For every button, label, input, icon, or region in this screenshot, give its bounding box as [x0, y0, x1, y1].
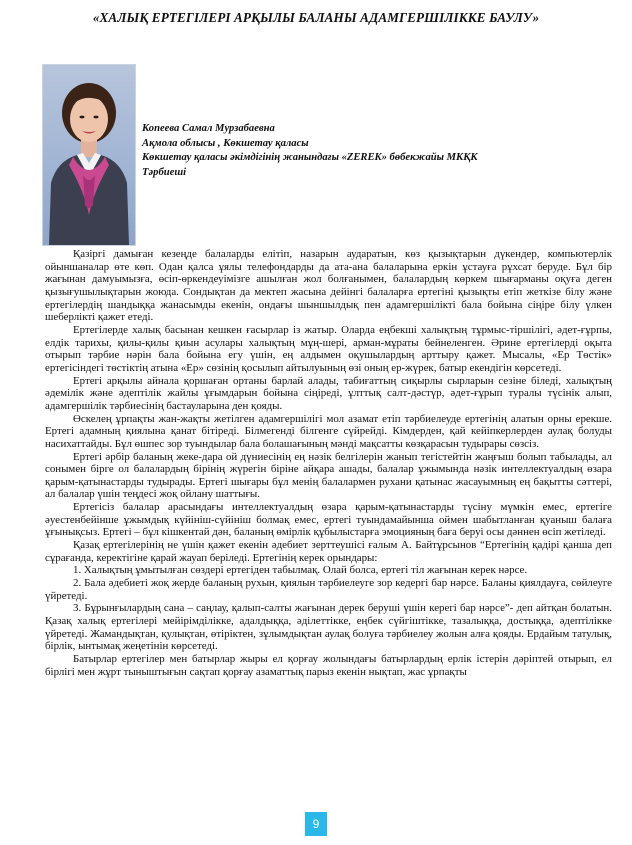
paragraph: Ертегі әрбір баланың жеке-дара ой дүниесінің ең нәзік белгілерін жанып тегістейтін жаңғыш болып табылады, ал сонымен бірге ол балалардың бірінің жүрегін біріне айқара ашады, балалар ұжымында нәзік интеллектуалдың өзара қарым-қатынастарды тудырады. Ертегі шығары бұл менің балалармен рухани қатынас жасауымның ең бақытты сәттері, ал балалар үшін теңдесі жоқ ойлану шаттығы. — [45, 450, 612, 501]
paragraph: Өскелең ұрпақты жан-жақты жетілген адамгершілігі мол азамат етіп тәрбиелеуде ертегінің алатын орны ерекше. Ертегі адамның қиялына қанат бітіреді. Білмегенді білгенге сүйрейді. Кімдерден, қай кейіпкерлерден аулақ болуды насихаттайды. Бұл өшпес зор туындылар бала болашағының мәнді мақсатты көзқарасын тудырары сөзсіз. — [45, 412, 612, 450]
page-number: 9 — [305, 812, 327, 836]
paragraph: Ертегі арқылы айнала қоршаған ортаны барлай алады, табиғаттың сиқырлы сырларын сезіне біледі, халықтың әдемілік және әдептілік жайлы ұғымдарын бойына сіңіреді, ұлттық салт-дәстүр, әдет-ғұрып туралы түсінік алып, адамгершілік тәрбиесінің бастауларына ден қояды. — [45, 374, 612, 412]
list-item: 2. Бала әдебиеті жоқ жерде баланың рухын, қиялын тәрбиелеуге зор кедергі бар нәрсе. Баланы қиялдауға, сөйлеуге үйретеді. — [45, 577, 612, 602]
list-item: 1. Халықтың ұмытылған сөздері ертегіден табылмақ. Олай болса, ертегі тіл жағынан керек нәрсе. — [73, 564, 528, 577]
article-body — [45, 248, 612, 678]
author-name: Копеева Самал Мурзабаевна — [142, 123, 275, 134]
author-position: Тәрбиеші — [142, 166, 187, 178]
author-region: Ақмола облысы , Көкшетау қаласы — [142, 137, 309, 149]
paragraph: Ертегілерде халық басынан кешкен ғасырлар із жатыр. Оларда еңбекші халықтың тұрмыс-тіршілігі, әдет-ғұрпы, елдік тарихы, қилы-қилы қиын асулары халықтың мұң-шері, арман-мұраты бейнеленген. Әрине ертегілерді оқыта отырып тәрбие нәрін бала бойына егу үшін, ең алдымен оқушылардың арттыру қажет. Мысалы, «Ер Төстік» ертегісіндегі төстіктің атына «Ер» сөзінің қосылып айтылуының өзі оның ер-жүрек, батыр екендігін көрсетеді. — [45, 323, 612, 374]
list-item: 3. Бұрынғылардың сана – саңлау, қалып-салты жағынан дерек беруші үшін керегі бар нәрсе”- деп айтқан болатын. Қазақ халық ертегілері мейірімділікке, адалдыққа, әділеттікке, еңбек сүйгіштікке, тазалыққа, достыққа, әдептілікке үйретеді. Жамандықтан, қулықтан, өтіріктен, зұлымдықтан аулақ болуға тәрбиелеу жолын алға қояды. Ердайым татулық, бірлік, ынтымақ жеңетінін көрсетеді. — [45, 602, 612, 653]
article-title: «ХАЛЫҚ ЕРТЕГІЛЕРІ АРҚЫЛЫ БАЛАНЫ АДАМГЕРШІЛІККЕ БАУЛУ» — [92, 10, 540, 25]
author-photo — [42, 64, 136, 246]
paragraph: Қазіргі дамыған кезеңде балаларды елітіп, назарын аударатын, көз қызықтарын дүкендер, компьютерлік ойыншаналар өте көп. Одан қалса ұялы телефондарды да ата-ана балаларына еркін ұстауға рұхсат беруде. Бұл бір жағынан дамуымызға, өсіп-өркендеуімізге ашылған жол болғанымен, балалардың көркем шығарманы оқуға деген қызығушылықтарын жоюда. Сондықтан да мектеп жасына дейінгі балаларға ертегіні қызықты етіп жеткізе білу және ертегілердің шандыққа жанасымды екенін, ондағы шыншылдық пен адамгершілікті бала бойына сіңіре білу үлкен шеберлікті қажет етеді. — [45, 248, 612, 324]
paragraph: Ертегісіз балалар арасындағы интеллектуалдың өзара қарым-қатынастарды түсіну мүмкін емес, ертегіге әуестенбейінше ұжымдық күйініш-сүйініш болмақ емес, ертегі туындамайынша оймен шабытланған қуаныш балаға ұғынықсыз. Ертегі – бұл кішкентай дән, баланың өмірлік құбылыстарға эмоцияның баға беруі осы дәннен өсіп жетіледі. — [45, 501, 612, 539]
author-organization: Көкшетау қаласы әкімдігінің жанындағы «ZEREK» бөбекжайы МКҚК — [142, 152, 478, 163]
paragraph: Батырлар ертегілер мен батырлар жыры ел қорғау жолындағы батырлардың ерлік істерін дәріптей отырып, ел бірлігі мен жұрт тыныштығын сақтап қорғау азаматтық парыз екенін нықтап, жас ұрпақты — [45, 653, 612, 678]
paragraph: Қазақ ертегілерінің не үшін қажет екенін әдебиет зерттеушісі ғалым А. Байтұрсынов “Ертегінің қадірі қанша деп сұрағанда, керектігіне қарай жауап беріледі. Ертегінің керек орындары: — [45, 539, 612, 564]
author-block — [142, 122, 612, 180]
